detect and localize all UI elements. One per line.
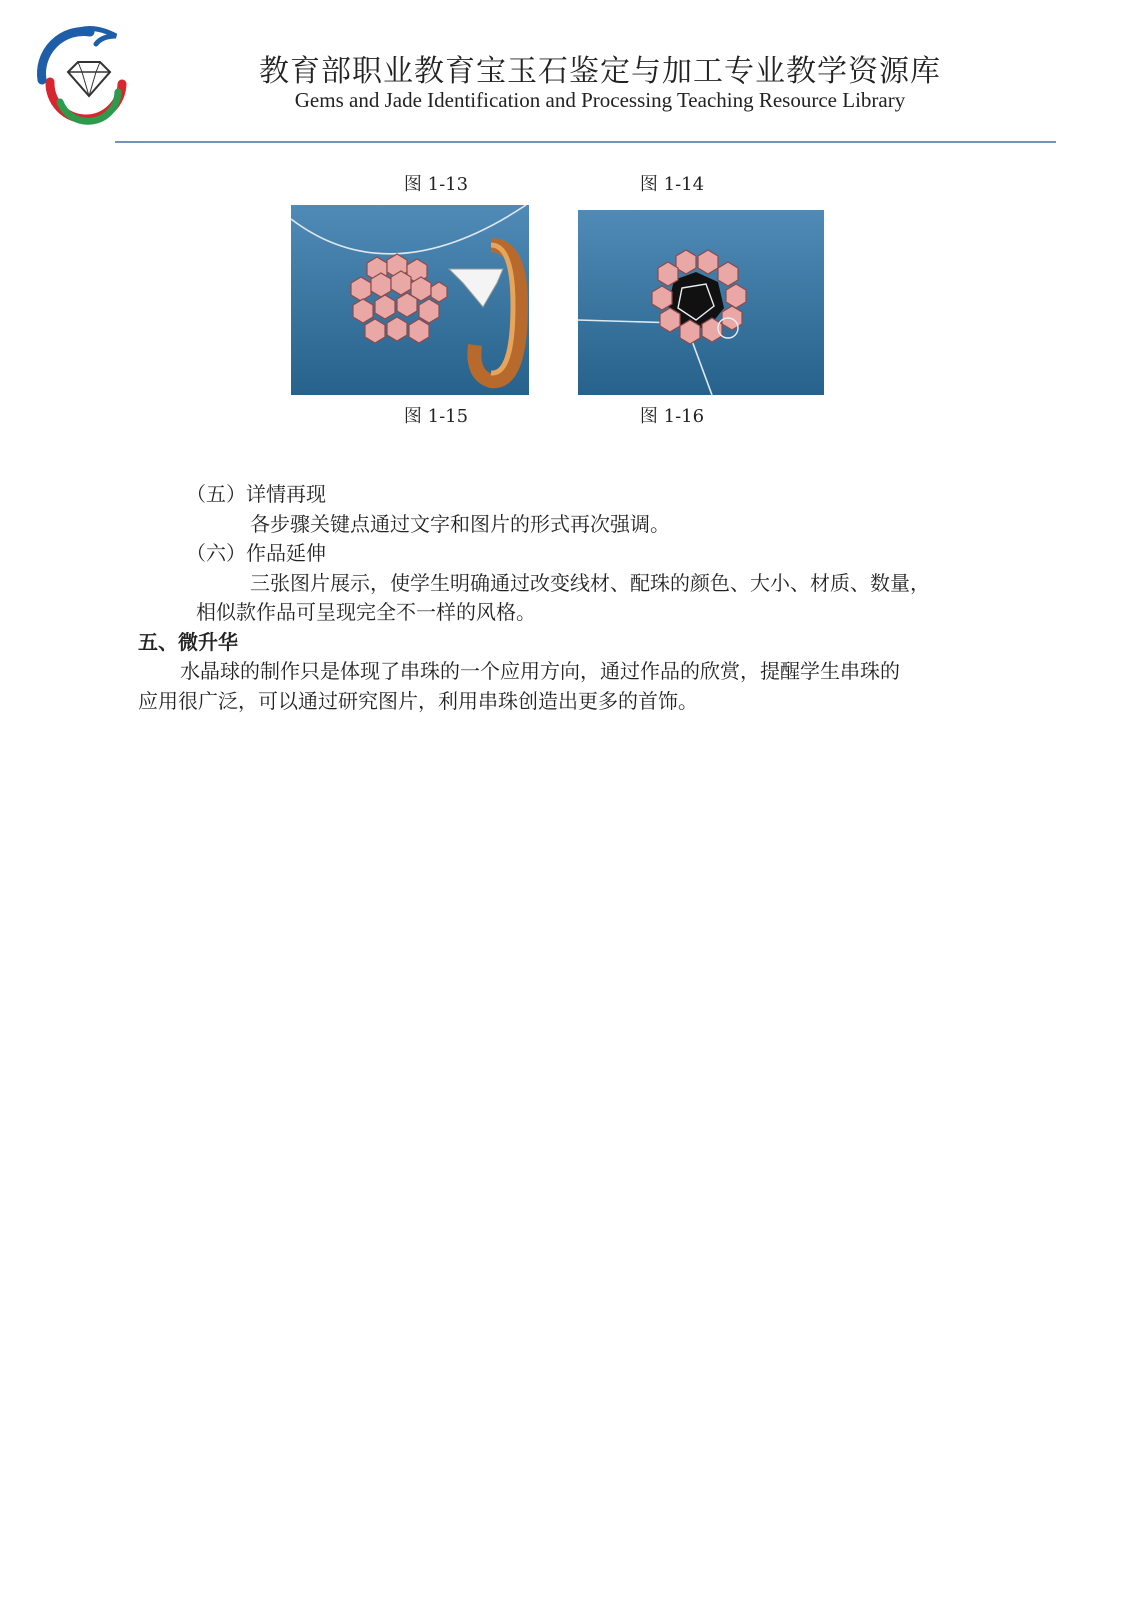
section-6-text-line-2: 相似款作品可呈现完全不一样的风格。 bbox=[196, 600, 536, 624]
figure-caption-1-15: 图 1-15 bbox=[403, 406, 469, 427]
figure-caption-1-13: 图 1-13 bbox=[403, 174, 469, 195]
section-6-text-line-1: 三张图片展示，使学生明确通过改变线材、配珠的颜色、大小、材质、数量， bbox=[250, 571, 930, 595]
figure-caption-1-16: 图 1-16 bbox=[639, 406, 705, 427]
header-title-en: Gems and Jade Identification and Processing Teaching Resource Library bbox=[294, 88, 906, 112]
part-5-heading: 五、微升华 bbox=[138, 630, 238, 654]
part-5-text-line-1: 水晶球的制作只是体现了串珠的一个应用方向，通过作品的欣赏，提醒学生串珠的 bbox=[180, 659, 900, 683]
section-6-heading: （六）作品延伸 bbox=[186, 541, 326, 565]
figure-bead-ring bbox=[578, 210, 824, 395]
section-5-text: 各步骤关键点通过文字和图片的形式再次强调。 bbox=[250, 512, 670, 536]
header-divider bbox=[115, 141, 1056, 143]
part-5-text-line-2: 应用很广泛，可以通过研究图片，利用串珠创造出更多的首饰。 bbox=[138, 689, 698, 713]
figure-caption-1-14: 图 1-14 bbox=[639, 174, 705, 195]
logo bbox=[30, 22, 136, 128]
header-title-cn: 教育部职业教育宝玉石鉴定与加工专业教学资源库 bbox=[259, 54, 941, 89]
section-5-heading: （五）详情再现 bbox=[186, 482, 326, 506]
logo-emblem bbox=[30, 22, 136, 128]
figure-bead-rotation bbox=[291, 205, 529, 395]
